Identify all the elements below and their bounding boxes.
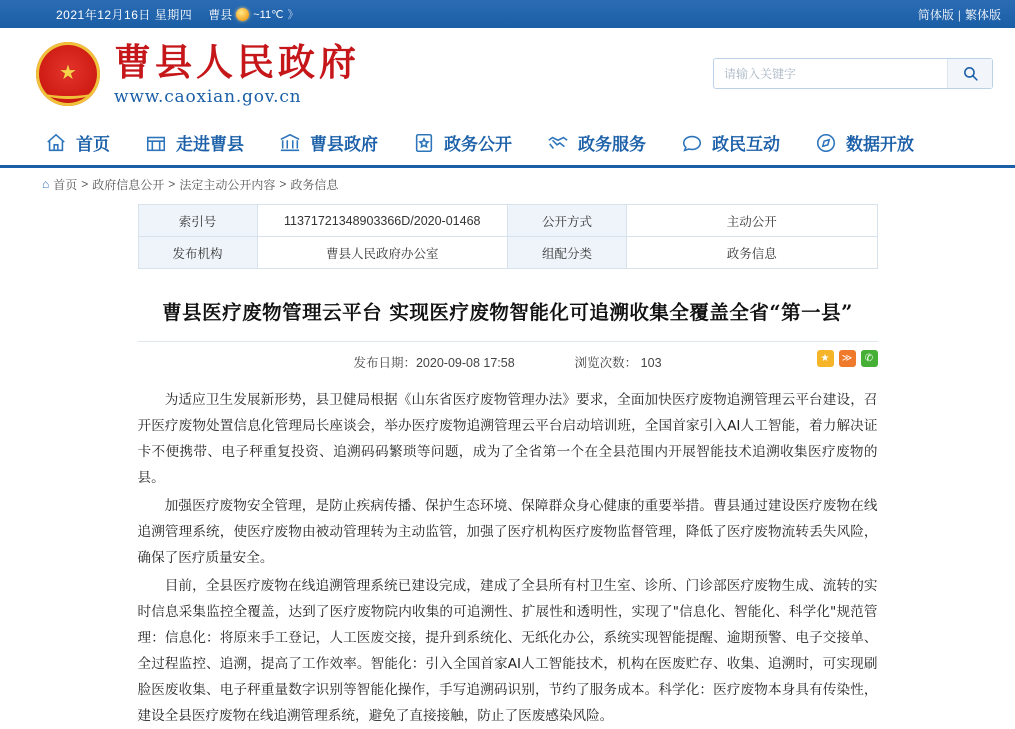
breadcrumb-item-1[interactable]: 政府信息公开 bbox=[92, 177, 165, 192]
language-separator: | bbox=[957, 7, 961, 22]
city-gate-icon bbox=[144, 131, 168, 155]
main-nav bbox=[0, 120, 1015, 168]
breadcrumb-item-0[interactable]: 首页 bbox=[53, 177, 78, 192]
article-body bbox=[138, 387, 878, 729]
chat-bubble-icon bbox=[680, 131, 704, 155]
nav-item-label: 政务公开 bbox=[444, 135, 512, 155]
sun-icon bbox=[236, 8, 249, 21]
favorite-icon[interactable]: ★ bbox=[817, 350, 834, 367]
views-label: 浏览次数： bbox=[574, 356, 638, 370]
meta-value-index-number: 11371721348903366D/2020-01468 bbox=[257, 205, 508, 237]
article-container bbox=[138, 204, 878, 729]
nav-item-public-interaction[interactable] bbox=[680, 130, 780, 155]
views-group bbox=[575, 353, 662, 371]
meta-label-publishing-agency: 发布机构 bbox=[138, 237, 257, 269]
search-button[interactable] bbox=[947, 59, 992, 88]
share-buttons bbox=[817, 350, 878, 367]
page-title: 曹县医疗废物管理云平台 实现医疗废物智能化可追溯收集全覆盖全省“第一县” bbox=[162, 301, 853, 324]
search-icon bbox=[962, 65, 979, 82]
handshake-icon bbox=[546, 131, 570, 155]
nav-item-about-caoxian[interactable] bbox=[144, 130, 244, 155]
document-star-icon bbox=[412, 131, 436, 155]
nav-item-label: 走进曹县 bbox=[176, 135, 244, 155]
top-bar bbox=[0, 0, 1015, 28]
breadcrumb-separator: > bbox=[168, 177, 176, 191]
nav-item-label: 首页 bbox=[76, 135, 110, 155]
emblem-gear bbox=[44, 86, 92, 99]
site-name: 曹县人民政府 bbox=[114, 40, 360, 85]
article-paragraph: 为适应卫生发展新形势，县卫健局根据《山东省医疗废物管理办法》要求，全面加快医疗废物追溯管理云平台建设，召开医疗废物处置信息化管理局长座谈会，举办医疗废物追溯管理云平台启动培训班，全国首家引入AI人工智能，着力解决证卡不便携带、电子秤重复投资、追溯码码繁琐等问题，成为了全省第一个在全县范围内开展智能技术追溯收集医疗废物的县。 bbox=[137, 392, 878, 486]
search-input[interactable] bbox=[714, 59, 947, 88]
nav-item-government-services[interactable] bbox=[546, 130, 646, 155]
nav-item-open-data[interactable] bbox=[814, 130, 914, 155]
nav-item-label: 政民互动 bbox=[712, 135, 780, 155]
search-box[interactable] bbox=[713, 58, 993, 89]
compass-icon bbox=[814, 131, 838, 155]
government-building-icon bbox=[278, 131, 302, 155]
article-paragraph: 目前，全县医疗废物在线追溯管理系统已建设完成，建成了全县所有村卫生室、诊所、门诊部医疗废物生成、流转的实时信息采集监控全覆盖，达到了医疗废物院内收集的可追溯性、扩展性和透明性，实现了"信息化、智能化、科学化"规范管理：信息化：将原来手工登记，人工医废交接，提升到系统化、无纸化办公，系统实现智能提醒、逾期预警、电子交接单、全过程监控、追溯，提高了工作效率。智能化：引入全国首家AI人工智能技术，机构在医废贮存、收集、追溯时，可实现刷脸医废收集、电子秤重量数字识别等智能化操作，手写追溯码识别，节约了服务成本。科学化：医疗废物本身具有传染性，建设全县医疗废物在线追溯管理系统，避免了直接接触，防止了医废感染风险。 bbox=[137, 578, 878, 724]
rss-icon[interactable]: ≫ bbox=[839, 350, 856, 367]
nav-item-label: 政务服务 bbox=[578, 135, 646, 155]
metadata-table bbox=[138, 204, 878, 269]
meta-label-disclosure-method: 公开方式 bbox=[508, 205, 627, 237]
weather-widget[interactable] bbox=[208, 6, 298, 23]
nav-item-label: 数据开放 bbox=[846, 135, 914, 155]
table-row bbox=[138, 237, 877, 269]
article-subheader bbox=[138, 341, 878, 371]
site-header bbox=[0, 28, 1015, 120]
emblem-star: ★ bbox=[59, 61, 77, 84]
table-row bbox=[138, 205, 877, 237]
meta-value-publishing-agency: 曹县人民政府办公室 bbox=[257, 237, 508, 269]
language-switch bbox=[918, 6, 1001, 23]
publish-date-group bbox=[353, 353, 514, 371]
breadcrumb-item-2[interactable]: 法定主动公开内容 bbox=[179, 177, 276, 192]
nav-item-caoxian-government[interactable] bbox=[278, 130, 378, 155]
meta-value-disclosure-method: 主动公开 bbox=[627, 205, 878, 237]
article-paragraph: 加强医疗废物安全管理，是防止疾病传播、保护生态环境、保障群众身心健康的重要举措。曹县通过建设医疗废物在线追溯管理系统，使医疗废物由被动管理转为主动监管，加强了医疗机构医疗废物监督管理，降低了医疗废物流转丢失风险，确保了医疗质量安全。 bbox=[137, 498, 878, 566]
site-url: www.caoxian.gov.cn bbox=[114, 86, 302, 107]
breadcrumb-item-3[interactable]: 政务信息 bbox=[290, 177, 339, 192]
breadcrumb-separator: > bbox=[279, 177, 287, 191]
nav-item-government-affairs-disclosure[interactable] bbox=[412, 130, 512, 155]
weather-city: 曹县 bbox=[208, 7, 233, 22]
nav-item-label: 曹县政府 bbox=[310, 135, 378, 155]
meta-value-category: 政务信息 bbox=[627, 237, 878, 269]
publish-date-value: 2020-09-08 17:58 bbox=[415, 356, 515, 370]
home-small-icon: ⌂ bbox=[42, 177, 50, 191]
weather-more-arrow[interactable]: 》 bbox=[287, 9, 299, 21]
meta-label-category: 组配分类 bbox=[508, 237, 627, 269]
home-icon bbox=[44, 131, 68, 155]
breadcrumb-separator: > bbox=[81, 177, 89, 191]
breadcrumb bbox=[0, 168, 1015, 200]
views-count: 103 bbox=[640, 356, 662, 370]
weather-temperature: ~11℃ bbox=[253, 8, 284, 21]
nav-item-home[interactable] bbox=[44, 130, 110, 155]
current-date: 2021年12月16日 星期四 bbox=[56, 7, 193, 22]
wechat-icon[interactable]: ✆ bbox=[861, 350, 878, 367]
meta-label-index-number: 索引号 bbox=[138, 205, 257, 237]
site-title-block bbox=[114, 41, 360, 107]
national-emblem-icon bbox=[36, 42, 100, 106]
simplified-chinese-link[interactable]: 简体版 bbox=[917, 7, 954, 22]
traditional-chinese-link[interactable]: 繁体版 bbox=[964, 7, 1001, 22]
publish-date-label: 发布日期： bbox=[353, 356, 416, 370]
